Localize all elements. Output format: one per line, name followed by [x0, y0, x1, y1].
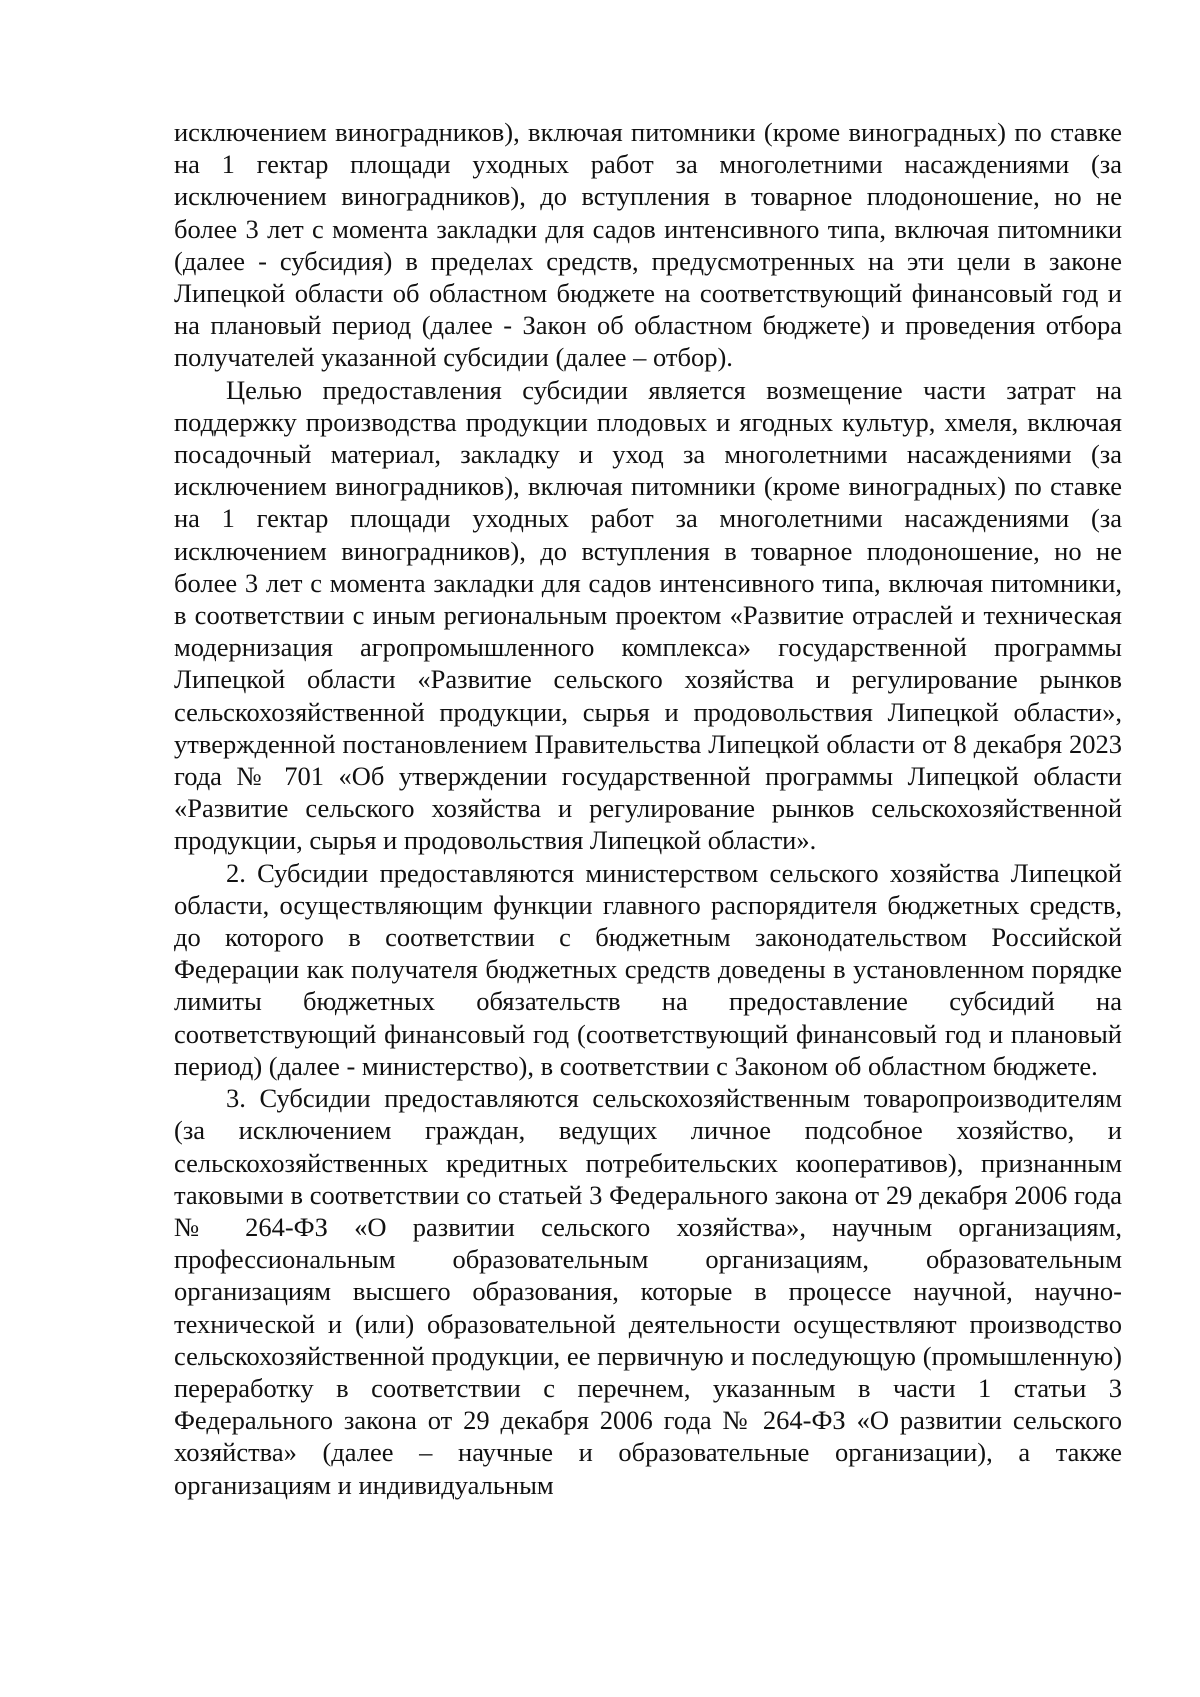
paragraph-item-2: 2. Субсидии предоставляются министерством сельского хозяйства Липецкой области, осуществляющим функции главного распорядителя бюджетных средств, до которого в соответствии с бюджетным законодательством Российской Федерации как получателя бюджетных средств доведены в установленном порядке лимиты бюджетных обязательств на предоставление субсидий на соответствующий финансовый год (соответствующий финансовый год и плановый период) (далее - министерство), в соответствии с Законом об областном бюджете.: [174, 857, 1122, 1081]
paragraph-item-3: 3. Субсидии предоставляются сельскохозяйственным товаропроизводителям (за исключением граждан, ведущих личное подсобное хозяйство, и сельскохозяйственных кредитных потребительских кооперативов), признанным таковыми в соответствии со статьей 3 Федерального закона от 29 декабря 2006 года № 264-ФЗ «О развитии сельского хозяйства», научным организациям, профессиональным образовательным организациям, образовательным организациям высшего образования, которые в процессе научной, научно-технической и (или) образовательной деятельности осуществляют производство сельскохозяйственной продукции, ее первичную и последующую (промышленную) переработку в соответствии с перечнем, указанным в части 1 статьи 3 Федерального закона от 29 декабря 2006 года № 264-ФЗ «О развитии сельского хозяйства» (далее – научные и образовательные организации), а также организациям и индивидуальным: [174, 1083, 1122, 1500]
paragraph-continuation: исключением виноградников), включая питомники (кроме виноградных) по ставке на 1 гектар площади уходных работ за многолетними насаждениями (за исключением виноградников), до вступления в товарное плодоношение, но не более 3 лет с момента закладки для садов интенсивного типа, включая питомники (далее - субсидия) в пределах средств, предусмотренных на эти цели в законе Липецкой области об областном бюджете на соответствующий финансовый год и на плановый период (далее - Закон об областном бюджете) и проведения отбора получателей указанной субсидии (далее – отбор).: [174, 117, 1122, 373]
document-page: [174, 116, 1122, 1501]
paragraph-purpose: Целью предоставления субсидии является возмещение части затрат на поддержку производства продукции плодовых и ягодных культур, хмеля, включая посадочный материал, закладку и уход за многолетними насаждениями (за исключением виноградников), включая питомники (кроме виноградных) по ставке на 1 гектар площади уходных работ за многолетними насаждениями (за исключением виноградников), до вступления в товарное плодоношение, но не более 3 лет с момента закладки для садов интенсивного типа, включая питомники, в соответствии с иным региональным проектом «Развитие отраслей и техническая модернизация агропромышленного комплекса» государственной программы Липецкой области «Развитие сельского хозяйства и регулирование рынков сельскохозяйственной продукции, сырья и продовольствия Липецкой области», утвержденной постановлением Правительства Липецкой области от 8 декабря 2023 года № 701 «Об утверждении государственной программы Липецкой области «Развитие сельского хозяйства и регулирование рынков сельскохозяйственной продукции, сырья и продовольствия Липецкой области».: [174, 374, 1122, 856]
